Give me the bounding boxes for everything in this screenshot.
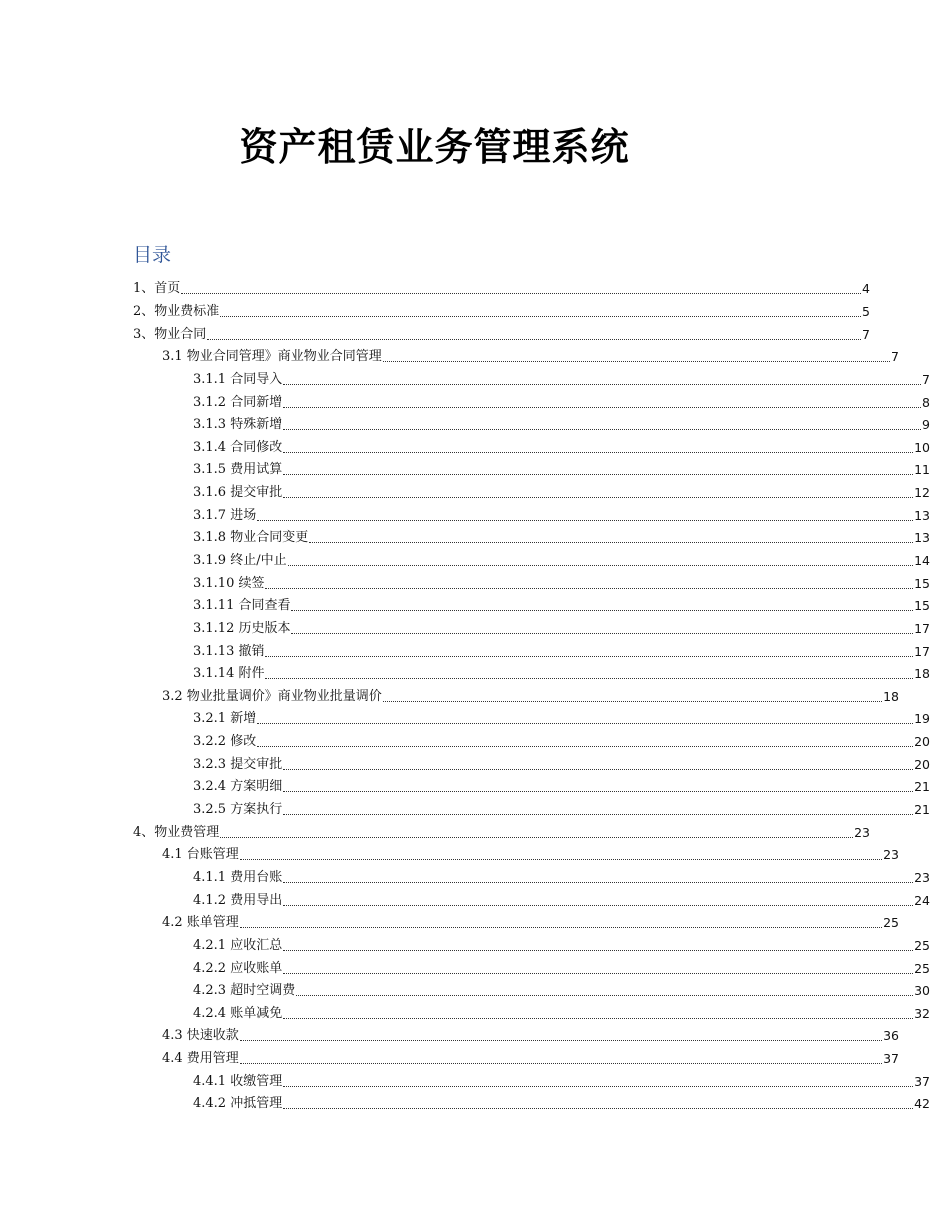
toc-entry-page-number: 36 (883, 1028, 899, 1044)
toc-leader-dots (181, 292, 861, 294)
toc-leader-dots (283, 406, 921, 408)
toc-leader-dots (257, 722, 913, 724)
toc-entry-label: 3、物业合同 (133, 326, 207, 342)
toc-entry[interactable] (0, 618, 930, 641)
toc-entry[interactable] (0, 527, 930, 550)
toc-entry-page-number: 24 (914, 892, 930, 908)
toc-entry-label: 4.2 账单管理 (162, 915, 239, 931)
toc-leader-dots (257, 519, 913, 521)
toc-entry-label: 3.2.4 方案明细 (193, 779, 283, 795)
toc-entry-page-number: 17 (914, 643, 930, 659)
toc-entry-label: 3.1.14 附件 (193, 666, 265, 682)
toc-leader-dots (283, 1085, 913, 1087)
toc-leader-dots (283, 768, 913, 770)
toc-entry[interactable] (0, 1093, 930, 1116)
toc-entry-label: 3.1.13 撤销 (193, 643, 265, 659)
toc-entry[interactable] (0, 459, 930, 482)
toc-entry[interactable] (0, 1048, 899, 1071)
toc-entry-label: 4.2.2 应收账单 (193, 960, 283, 976)
toc-entry[interactable] (0, 663, 930, 686)
toc-leader-dots (220, 836, 853, 838)
toc-entry-page-number: 13 (914, 507, 930, 523)
toc-entry-page-number: 21 (914, 802, 930, 818)
toc-leader-dots (283, 496, 913, 498)
toc-leader-dots (283, 904, 913, 906)
toc-entry-label: 2、物业费标准 (133, 303, 220, 319)
toc-leader-dots (220, 315, 861, 317)
toc-entry-label: 3.1.8 物业合同变更 (193, 530, 309, 546)
toc-entry-page-number: 25 (914, 937, 930, 953)
toc-leader-dots (283, 972, 913, 974)
toc-entry-label: 4.3 快速收款 (162, 1028, 239, 1044)
toc-entry-page-number: 4 (862, 281, 870, 297)
toc-entry-label: 3.2.2 修改 (193, 734, 257, 750)
toc-entry-label: 3.2.1 新增 (193, 711, 257, 727)
toc-entry-page-number: 20 (914, 734, 930, 750)
toc-entry-page-number: 7 (922, 371, 930, 387)
toc-entry[interactable] (0, 550, 930, 573)
toc-leader-dots (296, 994, 913, 996)
toc-entry[interactable] (0, 482, 930, 505)
toc-entry-label: 4.1.2 费用导出 (193, 892, 283, 908)
toc-entry-label: 4.4.2 冲抵管理 (193, 1096, 283, 1112)
toc-entry[interactable] (0, 708, 930, 731)
toc-entry[interactable] (0, 278, 870, 301)
toc-leader-dots (240, 1062, 882, 1064)
toc-leader-dots (283, 451, 913, 453)
toc-leader-dots (383, 360, 890, 362)
toc-entry[interactable] (0, 799, 930, 822)
toc-entry[interactable] (0, 957, 930, 980)
toc-entry-label: 3.2.5 方案执行 (193, 802, 283, 818)
toc-leader-dots (291, 632, 913, 634)
toc-entry-label: 3.1 物业合同管理》商业物业合同管理 (162, 349, 382, 365)
toc-entry-page-number: 23 (914, 869, 930, 885)
toc-entry-label: 4.2.3 超时空调费 (193, 983, 296, 999)
toc-entry-page-number: 25 (914, 960, 930, 976)
toc-leader-dots (265, 587, 913, 589)
toc-entry-page-number: 10 (914, 439, 930, 455)
toc-entry-page-number: 25 (883, 915, 899, 931)
toc-entry-page-number: 14 (914, 553, 930, 568)
toc-entry-label: 3.1.2 合同新增 (193, 394, 283, 410)
toc-entry[interactable] (0, 414, 930, 437)
toc-entry[interactable] (0, 935, 930, 958)
toc-entry[interactable] (0, 1003, 930, 1026)
toc-entry[interactable] (0, 436, 930, 459)
toc-leader-dots (283, 473, 913, 475)
toc-entry-page-number: 23 (883, 847, 899, 863)
toc-entry-page-number: 17 (914, 620, 930, 636)
toc-leader-dots (291, 609, 913, 611)
toc-entry-label: 3.1.7 进场 (193, 507, 257, 523)
toc-entry-label: 3.2 物业批量调价》商业物业批量调价 (162, 688, 382, 704)
toc-entry-label: 4.4 费用管理 (162, 1051, 239, 1067)
toc-leader-dots (240, 926, 882, 928)
toc-entry[interactable] (0, 889, 930, 912)
toc-entry-label: 3.1.5 费用试算 (193, 462, 283, 478)
toc-entry-page-number: 37 (914, 1073, 930, 1089)
toc-entry-page-number: 42 (914, 1096, 930, 1112)
toc-entry[interactable] (0, 504, 930, 527)
toc-entry-label: 3.1.11 合同查看 (193, 598, 291, 614)
toc-entry[interactable] (0, 821, 870, 844)
toc-entry-page-number: 8 (922, 394, 930, 410)
toc-entry-label: 3.1.10 续签 (193, 575, 265, 591)
toc-entry[interactable] (0, 301, 870, 324)
toc-entry[interactable] (0, 640, 930, 663)
toc-entry[interactable] (0, 731, 930, 754)
toc-entry-page-number: 9 (922, 417, 930, 433)
toc-entry-page-number: 23 (854, 824, 870, 840)
toc-leader-dots (240, 1039, 882, 1041)
toc-entry-label: 3.1.4 合同修改 (193, 439, 283, 455)
toc-entry[interactable] (0, 844, 899, 867)
toc-entry-label: 3.1.1 合同导入 (193, 371, 283, 387)
toc-entry-label: 4、物业费管理 (133, 824, 220, 840)
toc-entry-label: 4.4.1 收缴管理 (193, 1073, 283, 1089)
toc-entry[interactable] (0, 346, 899, 369)
toc-leader-dots (283, 1107, 913, 1109)
toc-heading: 目录 (133, 244, 172, 266)
toc-entry-page-number: 37 (883, 1051, 899, 1067)
toc-leader-dots (207, 338, 861, 340)
toc-leader-dots (283, 428, 921, 430)
toc-entry-page-number: 15 (914, 575, 930, 591)
toc-leader-dots (265, 655, 913, 657)
document-title: 资产租赁业务管理系统 (239, 124, 630, 169)
toc-entry[interactable] (0, 753, 930, 776)
toc-entry-page-number: 5 (862, 303, 870, 319)
toc-entry-page-number: 18 (883, 688, 899, 704)
toc-entry[interactable] (0, 1025, 899, 1048)
toc-entry-page-number: 11 (914, 462, 930, 478)
toc-entry[interactable] (0, 1070, 930, 1093)
toc-entry-label: 4.2.4 账单减免 (193, 1005, 283, 1021)
toc-entry-page-number: 12 (914, 485, 930, 501)
toc-entry[interactable] (0, 323, 870, 346)
toc-entry[interactable] (0, 912, 899, 935)
toc-entry-label: 3.2.3 提交审批 (193, 756, 283, 772)
toc-leader-dots (283, 881, 913, 883)
toc-list (0, 278, 930, 1116)
toc-leader-dots (283, 949, 913, 951)
toc-entry-page-number: 20 (914, 756, 930, 772)
toc-leader-dots (257, 745, 913, 747)
toc-entry[interactable] (0, 595, 930, 618)
toc-entry-label: 3.1.12 历史版本 (193, 620, 291, 636)
toc-leader-dots (283, 1017, 913, 1019)
toc-entry-page-number: 15 (914, 598, 930, 614)
toc-entry-label: 1、首页 (133, 281, 181, 297)
toc-entry[interactable] (0, 572, 930, 595)
toc-entry-page-number: 21 (914, 779, 930, 795)
toc-leader-dots (288, 564, 914, 566)
toc-entry-label: 3.1.3 特殊新增 (193, 417, 283, 433)
toc-entry-label: 3.1.6 提交审批 (193, 485, 283, 501)
toc-leader-dots (283, 383, 921, 385)
toc-leader-dots (383, 700, 882, 702)
toc-entry-label: 4.2.1 应收汇总 (193, 937, 283, 953)
toc-entry[interactable] (0, 776, 930, 799)
toc-leader-dots (265, 677, 913, 679)
toc-entry[interactable] (0, 391, 930, 414)
toc-entry-page-number: 18 (914, 666, 930, 682)
toc-leader-dots (283, 790, 913, 792)
toc-entry-page-number: 13 (914, 530, 930, 546)
toc-entry-page-number: 32 (914, 1005, 930, 1021)
toc-entry-label: 3.1.9 终止/中止 (193, 553, 287, 568)
toc-entry-page-number: 30 (914, 983, 930, 999)
toc-entry-page-number: 19 (914, 711, 930, 727)
toc-entry-page-number: 7 (891, 349, 899, 365)
toc-entry[interactable] (0, 867, 930, 890)
toc-entry-page-number: 7 (862, 326, 870, 342)
toc-leader-dots (283, 813, 913, 815)
toc-entry-label: 4.1 台账管理 (162, 847, 239, 863)
toc-entry[interactable] (0, 369, 930, 392)
toc-leader-dots (309, 541, 913, 543)
toc-leader-dots (240, 858, 882, 860)
toc-entry[interactable] (0, 686, 899, 709)
toc-entry-label: 4.1.1 费用台账 (193, 869, 283, 885)
toc-entry[interactable] (0, 980, 930, 1003)
